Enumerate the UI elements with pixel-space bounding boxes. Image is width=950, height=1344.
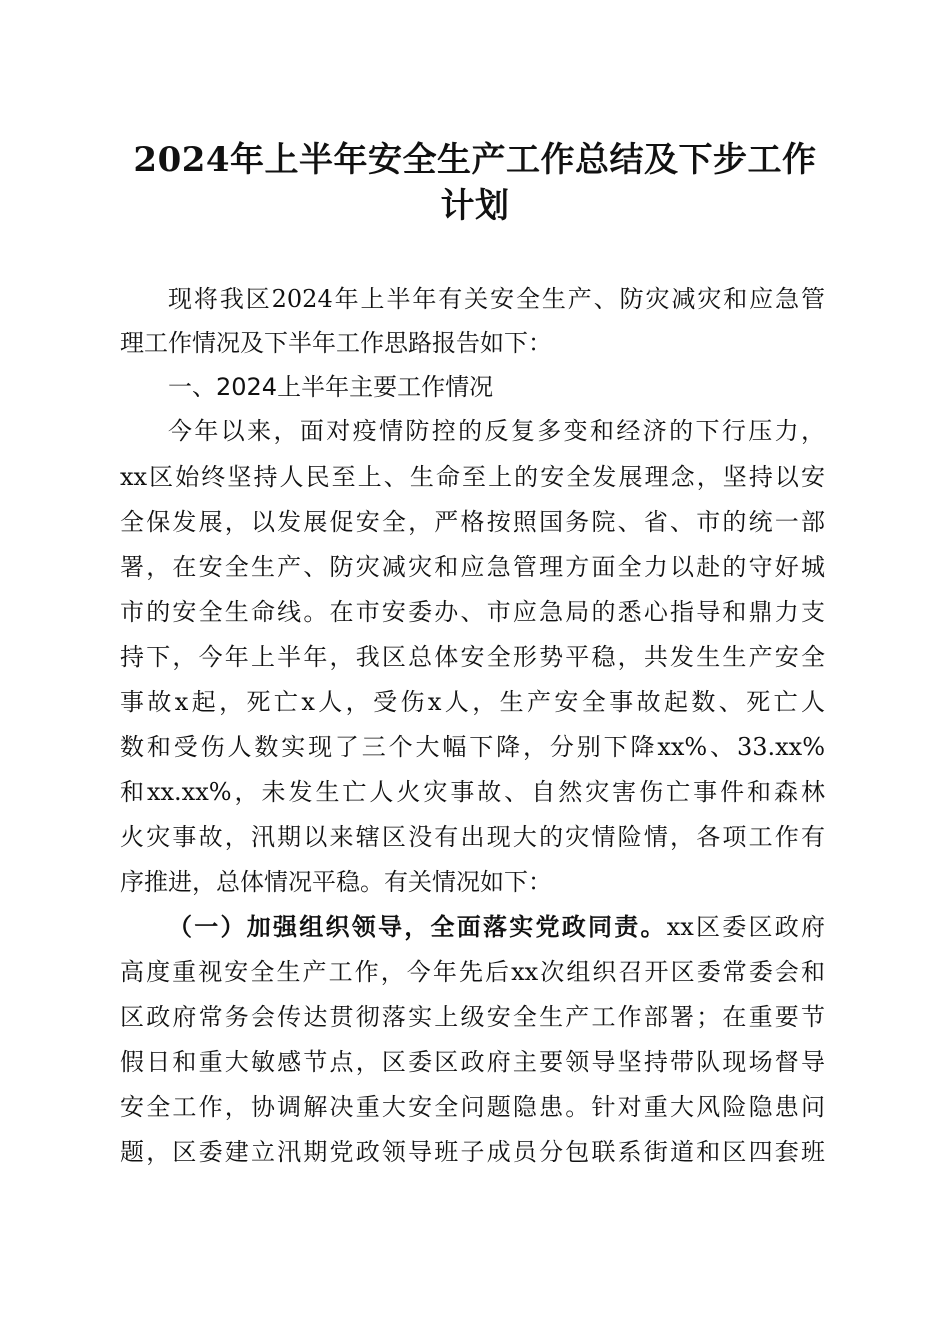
- intro-line-2: 理工作情况及下半年工作思路报告如下：: [120, 329, 552, 357]
- para2-line-4: 假日和重大敏感节点，区委区政府主要领导坚持带队现场督导: [120, 1048, 825, 1076]
- document-title-line-2: 计划: [440, 186, 510, 226]
- para1-line-6: 持下，今年上半年，我区总体安全形势平稳，共发生生产安全: [120, 643, 825, 671]
- section-heading: 一、2024上半年主要工作情况: [168, 373, 494, 401]
- para1-line-7: 事故x起，死亡x人，受伤x人，生产安全事故起数、死亡人: [120, 688, 825, 716]
- document-title-line-1: 2024年上半年安全生产工作总结及下步工作: [133, 140, 817, 180]
- para2-lead-rest: xx区委区政府: [666, 913, 825, 941]
- para2-line-5: 安全工作，协调解决重大安全问题隐患。针对重大风险隐患问: [120, 1093, 825, 1121]
- para1-line-9: 和xx.xx%，未发生亡人火灾事故、自然灾害伤亡事件和森林: [120, 778, 825, 806]
- para1-line-1: 今年以来，面对疫情防控的反复多变和经济的下行压力，: [168, 417, 825, 445]
- para1-line-8: 数和受伤人数实现了三个大幅下降，分别下降xx%、33.xx%: [120, 733, 825, 761]
- para2-line-3: 区政府常务会传达贯彻落实上级安全生产工作部署；在重要节: [120, 1003, 825, 1031]
- para1-line-11: 序推进，总体情况平稳。有关情况如下：: [120, 868, 552, 896]
- para1-line-4: 署，在安全生产、防灾减灾和应急管理方面全力以赴的守好城: [120, 553, 825, 581]
- para2-lead: （一）加强组织领导，全面落实党政同责。: [168, 912, 667, 941]
- para1-line-5: 市的安全生命线。在市安委办、市应急局的悉心指导和鼎力支: [120, 598, 825, 626]
- para1-line-3: 全保发展，以发展促安全，严格按照国务院、省、市的统一部: [120, 508, 825, 536]
- para2-line-6: 题，区委建立汛期党政领导班子成员分包联系街道和区四套班: [120, 1138, 825, 1166]
- para2-line-2: 高度重视安全生产工作，今年先后xx次组织召开区委常委会和: [120, 958, 825, 986]
- para2-line-1: [168, 912, 825, 942]
- para1-line-2: xx区始终坚持人民至上、生命至上的安全发展理念，坚持以安: [120, 463, 825, 491]
- intro-line-1: 现将我区2024年上半年有关安全生产、防灾减灾和应急管: [168, 285, 825, 313]
- para1-line-10: 火灾事故，汛期以来辖区没有出现大的灾情险情，各项工作有: [120, 823, 825, 851]
